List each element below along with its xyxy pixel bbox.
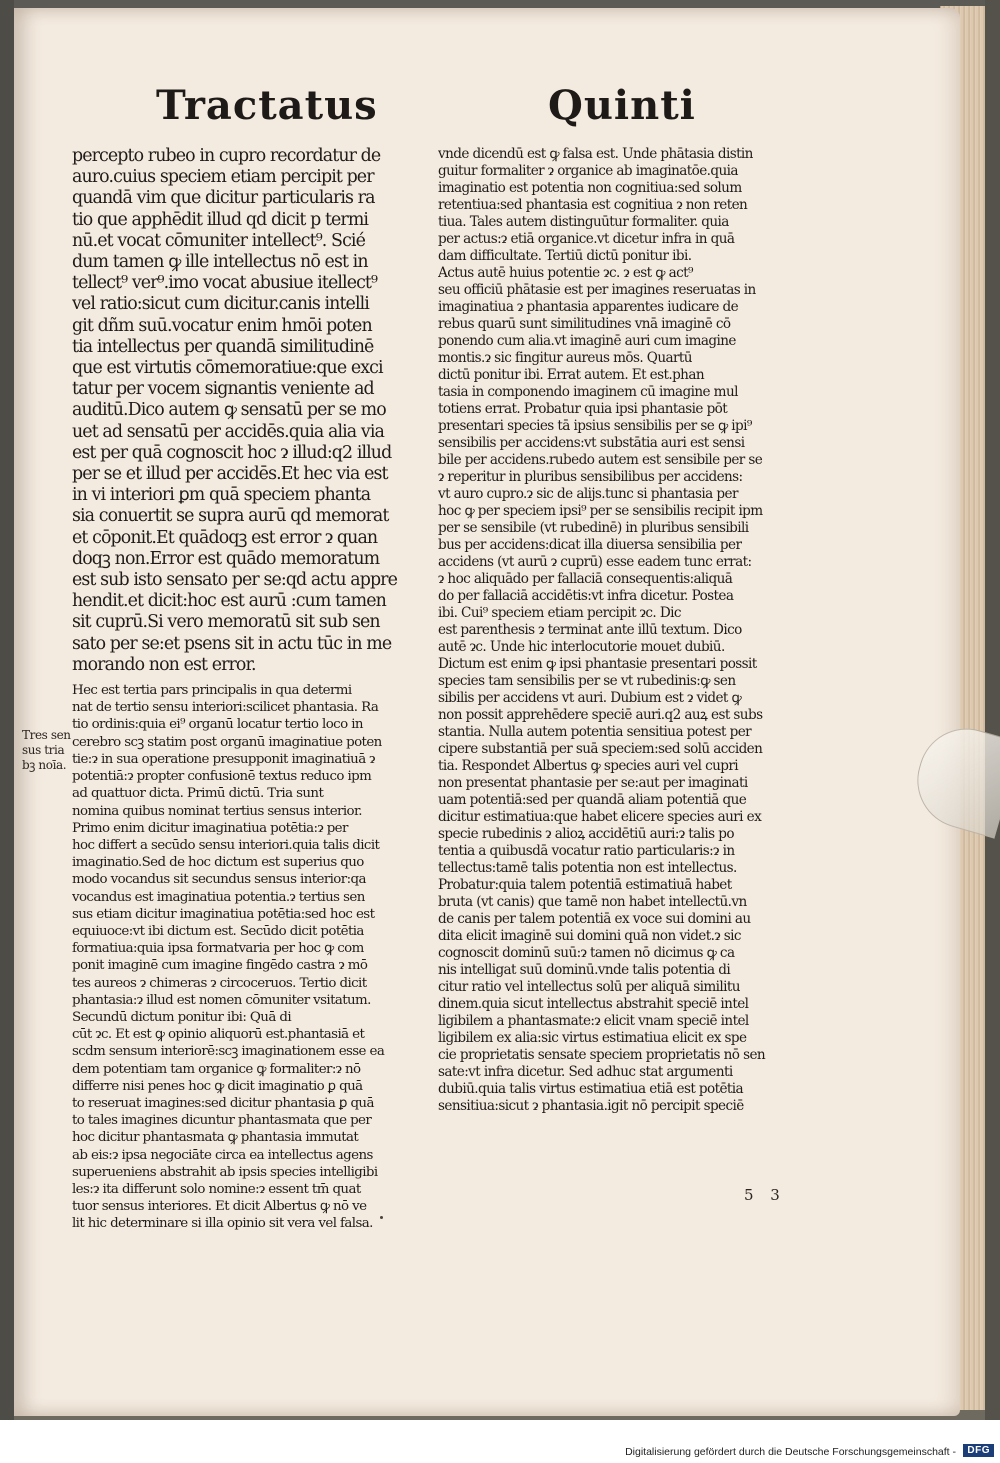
text-line: imaginatio est potentia non cognitiua:sed solum (438, 180, 742, 196)
text-line: formatiua:quia ipsa formatvaria per hoc ꝙ com (72, 941, 364, 957)
text-line: quandā vim que dicitur particularis ra (72, 188, 375, 209)
text-line: nomina quibus nominat tertius sensus interior. (72, 803, 362, 819)
text-line: tie:ɂ in sua operatione presupponit imaginatiuā ɂ (72, 751, 375, 767)
text-line: sibilis per accidens vt auri. Dubium est ɂ videt ꝙ (438, 690, 742, 706)
text-line: modo vocandus sit secundus sensus interior:qa (72, 872, 366, 888)
text-line: to tales imagines dicuntur phantasmata que per (72, 1113, 372, 1129)
text-line: percepto rubeo in cupro recordatur de (72, 146, 381, 166)
text-line: dem potentiam tam organice ꝙ formaliter:ɂ nō (72, 1061, 361, 1077)
scan-background-left (0, 0, 14, 1420)
marginal-note-line: sus tria (22, 743, 65, 757)
text-line: accidens (vt aurū ɂ cuprū) esse eadem tunc errat: (438, 554, 752, 570)
text-line: dum tamen ꝙ ille intellectus nō est in (72, 252, 368, 273)
text-line: Dictum est enim ꝙ ipsi phantasie presentari possit (438, 656, 757, 672)
text-line: dictū ponitur ibi. Errat autem. Et est.phan (438, 367, 705, 383)
text-line: imaginatio.Sed de hoc dictum est superius quo (72, 855, 364, 871)
text-line: totiens errat. Probatur quia ipsi phantasie pōt (438, 401, 728, 417)
text-line: Probatur:quia talem potentiā estimatiuā habet (438, 877, 732, 893)
ink-dot (380, 1216, 383, 1219)
text-line: Actus autē huius potentie ɂc. ɂ est ꝙ act⁹ (438, 265, 693, 281)
text-line: ponendo cum alia.vt imaginē auri cum imagine (438, 333, 736, 349)
text-line: morando non est error. (72, 654, 256, 675)
text-line: est per quā cognoscit hoc ɂ illud:q2 illud (72, 442, 392, 463)
text-line: dinem.quia sicut intellectus abstrahit speciē intel (438, 996, 749, 1012)
text-line: tiua. Tales autem distinguūtur formaliter. quia (438, 214, 729, 230)
text-line: stantia. Nulla autem potentia sensitiua potest per (438, 724, 752, 740)
marginal-note (22, 728, 78, 773)
text-line: specie rubedinis ɂ alioꝝ accidētiū auri:ɂ talis po (438, 826, 734, 842)
text-line: potentiā:ɂ propter confusionē textus reduco ipm (72, 769, 372, 785)
text-line: scdm sensum interiorē:scꝫ imaginationem esse ea (72, 1044, 385, 1060)
text-line: autē ɂc. Unde hic interlocutorie mouet dubiū. (438, 639, 725, 655)
text-line: nū.et vocat cōmuniter intellect⁹. Scié (72, 230, 365, 251)
text-line: sit cuprū.Si vero memoratū sit sub sen (72, 612, 380, 633)
left-text-column (72, 146, 422, 1233)
text-line: uam potentiā:sed per quandā aliam potentiā que (438, 792, 747, 808)
text-line: les:ɂ ita differunt solo nomine:ɂ essent tm̄ quat (72, 1181, 361, 1197)
dfg-logo: DFG (963, 1444, 994, 1457)
text-line: dam difficultate. Tertiū dictū ponitur ibi. (438, 248, 692, 264)
text-line: tia. Respondet Albertus ꝙ species auri vel cupri (438, 758, 738, 774)
left-column-large-text (72, 146, 422, 676)
text-line: tes aureos ɂ chimeras ɂ circoceruos. Tertio dicit (72, 975, 367, 991)
marginal-note-line: bꝫ noīa. (22, 758, 67, 772)
text-line: species tam sensibilis per se vt rubedinis:ꝙ sen (438, 673, 736, 689)
book-cover-edge (985, 0, 1000, 1420)
text-line: ponit imaginē cum imagine fingēdo castra ɂ mō (72, 958, 368, 974)
text-line: ligibilem a phantasmate:ɂ elicit vnam speciē intel (438, 1013, 749, 1029)
text-line: vocandus est imaginatiua potentia.ɂ tertius sen (72, 889, 365, 905)
text-line: est parenthesis ɂ terminat ante illū textum. Dico (438, 622, 742, 638)
footer-credit: Digitalisierung gefördert durch die Deutsche Forschungsgemeinschaft - (625, 1446, 956, 1458)
text-line: tio ordinis:quia ei⁹ organū locatur tertio loco in (72, 717, 363, 733)
text-line: sate:vt infra dicetur. Sed adhuc stat argumenti (438, 1064, 733, 1080)
text-line: tatur per vocem signantis veniente ad (72, 379, 374, 400)
text-line: auro.cuius speciem etiam percipit per (72, 167, 374, 188)
marginal-note-line: Tres sen (22, 728, 71, 742)
text-line: lit hic determinare si illa opinio sit vera vel falsa. (72, 1216, 373, 1232)
text-line: tellect⁹ ver⁹.imo vocat abusiue itellect⁹ (72, 273, 378, 294)
text-line: Primo enim dicitur imaginatiua potētia:ɂ per (72, 820, 348, 836)
text-line: superueniens abstrahit ab ipsis species intelligibi (72, 1164, 378, 1180)
running-head-left: Tractatus (156, 82, 378, 129)
text-line: sus etiam dicitur imaginatiua potētia:sed hoc est (72, 906, 375, 922)
text-line: tasia in componendo imaginem cū imagine mul (438, 384, 738, 400)
text-line: vt auro cupro.ɂ sic de alijs.tunc si phantasia per (438, 486, 738, 502)
text-line: tio que apphēdit illud qd dicit p termi (72, 209, 369, 230)
text-line: vel ratio:sicut cum dicitur.canis intelli (72, 294, 369, 315)
text-line: tellectus:tamē talis potentia non est intellectus. (438, 860, 737, 876)
text-line: sia conuertit se supra aurū qd memorat (72, 506, 389, 527)
text-line: dicitur estimatiua:que habet elicere species auri ex (438, 809, 762, 825)
text-line: hoc differt a secūdo sensu interiori.quia talis dicit (72, 837, 380, 853)
text-line: sato per se:et psens sit in actu tūc in me (72, 633, 392, 654)
text-line: retentiua:sed phantasia est cognitiua ɂ non reten (438, 197, 748, 213)
text-line: ibi. Cui⁹ speciem etiam percipit ɂc. Dic (438, 605, 681, 621)
text-line: vnde dicendū est ꝙ falsa est. Unde phātasia distin (438, 146, 753, 162)
text-line: rebus quarū sunt similitudines vnā imaginē cō (438, 316, 731, 332)
text-line: equiuoce:vt ibi dictum est. Secūdo dicit potētia (72, 923, 364, 939)
text-line: que est virtutis cōmemoratiue:que exci (72, 358, 383, 379)
text-line: tuor sensus interiores. Et dicit Albertus ꝙ nō ve (72, 1199, 367, 1215)
text-line: non presentat phantasie per se:aut per imaginati (438, 775, 748, 791)
text-line: montis.ɂ sic fingitur aureus mōs. Quartū (438, 350, 692, 366)
running-head-right: Quinti (548, 82, 696, 129)
text-line: Hec est tertia pars principalis in qua determi (72, 683, 352, 699)
text-line: nis intelligat suū dominū.vnde talis potentia di (438, 962, 731, 978)
text-line: ligibilem ex alia:sic virtus estimatiua elicit ex spe (438, 1030, 747, 1046)
text-line: differre nisi penes hoc ꝙ dicit imaginatio ꝑ quā (72, 1078, 363, 1094)
text-line: seu officiū phātasie est per imagines reseruatas in (438, 282, 756, 298)
text-line: in vi interiori ꝑm quā speciem phanta (72, 485, 371, 506)
page-number: 5 3 (744, 1186, 786, 1204)
text-line: per actus:ɂ etiā organice.vt dicetur infra in quā (438, 231, 735, 247)
text-line: dubiū.quia talis virtus estimatiua etiā est potētia (438, 1081, 744, 1097)
text-line: per se et illud per accidēs.Et hec via est (72, 464, 388, 485)
text-line: et cōponit.Et quādoqꝫ est error ɂ quan (72, 527, 378, 548)
text-line: nat de tertio sensu interiori:scilicet phantasia. Ra (72, 700, 379, 716)
text-line: imaginatiua ɂ phantasia apparentes iudicare de (438, 299, 739, 315)
text-line: bruta (vt canis) que tamē non habet intellectū.vn (438, 894, 747, 910)
right-text-column (438, 146, 798, 1115)
text-line: guitur formaliter ɂ organice ab imaginatōe.quia (438, 163, 738, 179)
text-line: cūt ɂc. Et est ꝙ opinio aliquorū est.phantasiā et (72, 1027, 365, 1043)
text-line: uet ad sensatū per accidēs.quia alia via (72, 421, 384, 442)
text-line: do per fallaciā accidētis:vt infra dicetur. Postea (438, 588, 734, 604)
text-line: Secundū dictum ponitur ibi: Quā di (72, 1009, 292, 1025)
text-line: auditū.Dico autem ꝙ sensatū per se mo (72, 400, 386, 421)
text-line: tia intellectus per quandā similitudinē (72, 336, 374, 357)
left-column-small-text (72, 682, 422, 1233)
text-line: citur ratio vel intellectus solū per aliquā similitu (438, 979, 740, 995)
text-line: cerebro scꝫ statim post organū imaginatiue poten (72, 734, 382, 750)
text-line: git dñm suū.vocatur enim hmōi poten (72, 315, 372, 336)
text-line: hoc dicitur phantasmata ꝙ phantasia immutat (72, 1130, 359, 1146)
text-line: hendit.et dicit:hoc est aurū :cum tamen (72, 591, 386, 612)
text-line: to reseruat imagines:sed dicitur phantasia ꝑ quā (72, 1095, 374, 1111)
text-line: de canis per talem potentiā ex voce sui domini au (438, 911, 751, 927)
text-line: presentari species tā ipsius sensibilis per se ꝙ ipi⁹ (438, 418, 752, 434)
text-line: non possit apprehēdere speciē auri.q2 auꝝ est subs (438, 707, 763, 723)
text-line: ɂ reperitur in pluribus sensibilibus per accidens: (438, 469, 743, 485)
text-line: ɂ hoc aliquādo per fallaciā consequentis:aliquā (438, 571, 733, 587)
text-line: ad quattuor dicta. Primū dictū. Tria sunt (72, 786, 324, 802)
text-line: hoc ꝙ per speciem ipsi⁹ per se sensibilis recipit ipm (438, 503, 763, 519)
text-line: bile per accidens.rubedo autem est sensibile per se (438, 452, 763, 468)
text-line: cognoscit dominū suū:ɂ tamen nō dicimus ꝙ ca (438, 945, 735, 961)
text-line: ab eis:ɂ ipsa negociāte circa ea intellectus agens (72, 1147, 373, 1163)
text-line: dita elicit imaginē sui domini quā non videt.ɂ sic (438, 928, 741, 944)
text-line: cipere substantiā per suā speciem:sed solū acciden (438, 741, 763, 757)
text-line: tentia a quibusdā vocatur ratio particularis:ɂ in (438, 843, 735, 859)
text-line: doqꝫ non.Error est quādo memoratum (72, 548, 380, 569)
text-line: sensibilis per accidens:vt substātia auri est sensi (438, 435, 745, 451)
text-line: per se sensibile (vt rubedinē) in pluribus sensibili (438, 520, 749, 536)
text-line: cie proprietatis sensate speciem proprietatis nō sen (438, 1047, 766, 1063)
text-line: phantasia:ɂ illud est nomen cōmuniter vsitatum. (72, 992, 371, 1008)
text-line: sensitiua:sicut ɂ phantasia.igit nō percipit speciē (438, 1098, 744, 1114)
text-line: est sub isto sensato per se:qd actu appre (72, 570, 397, 591)
text-line: bus per accidens:dicat illa diuersa sensibilia per (438, 537, 742, 553)
